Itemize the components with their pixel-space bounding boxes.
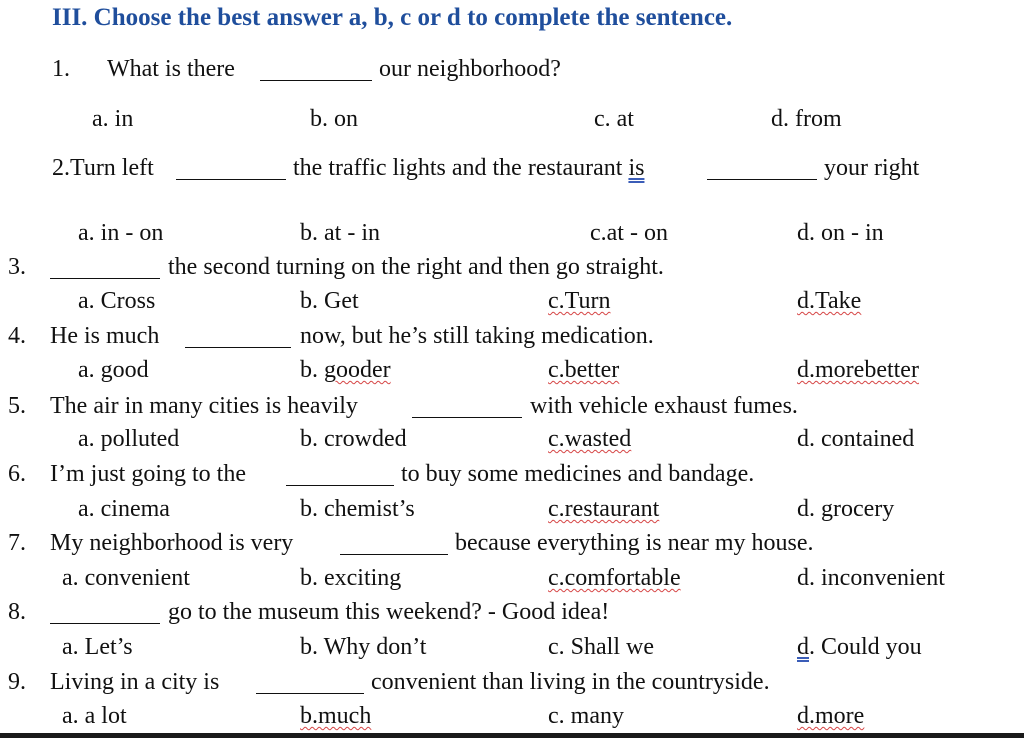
q9-option-a: a. a lot (62, 703, 127, 729)
q7-number: 7. (8, 530, 26, 556)
q5-blank (412, 417, 522, 418)
q4-option-a: a. good (78, 357, 149, 383)
q6-text-start: I’m just going to the (50, 461, 246, 487)
q2-text-start: 2.Turn left (52, 155, 154, 181)
q6-option-b: b. chemist’s (300, 496, 415, 522)
q2-option-a: a. in - on (78, 220, 164, 246)
section-title: III. Choose the best answer a, b, c or d to complete the sentence. (52, 4, 733, 31)
q4-number: 4. (8, 323, 26, 349)
q1-text-end: our neighborhood? (379, 56, 561, 82)
q2-blank-2 (707, 179, 817, 180)
q8-option-a: a. Let’s (62, 634, 133, 660)
q3-blank (50, 278, 160, 279)
q8-option-d: d. Could you (797, 634, 922, 660)
q1-blank (260, 80, 372, 81)
q5-option-d: d. contained (797, 426, 915, 452)
q5-number: 5. (8, 393, 26, 419)
q6-option-a: a. cinema (78, 496, 170, 522)
q7-option-c: c.comfortable (548, 565, 681, 591)
q8-option-b: b. Why don’t (300, 634, 427, 660)
q9-option-d: d.more (797, 703, 865, 729)
q9-text-start: Living in a city is (50, 669, 220, 695)
q2-option-b: b. at - in (300, 220, 380, 246)
q5-text-end: with vehicle exhaust fumes. (530, 393, 798, 419)
q7-option-d: d. inconvenient (797, 565, 945, 591)
q2-blank-1 (176, 179, 286, 180)
q4-text-end: now, but he’s still taking medication. (300, 323, 654, 349)
q9-option-b: b.much (300, 703, 372, 729)
q6-number: 6. (8, 461, 26, 487)
q9-number: 9. (8, 669, 26, 695)
q6-text-end: to buy some medicines and bandage. (401, 461, 755, 487)
q7-option-a: a. convenient (62, 565, 190, 591)
q3-number: 3. (8, 254, 26, 280)
q3-option-d: d.Take (797, 288, 862, 314)
q6-blank (286, 485, 394, 486)
q4-option-c: c.better (548, 357, 620, 383)
q5-text-start: The air in many cities is heavily (50, 393, 358, 419)
q8-option-c: c. Shall we (548, 634, 654, 660)
q9-blank (256, 693, 364, 694)
bottom-border (0, 733, 1024, 738)
q1-option-d: d. from (771, 106, 842, 132)
q6-option-d: d. grocery (797, 496, 895, 522)
q4-option-d: d.morebetter (797, 357, 919, 383)
q1-option-b: b. on (310, 106, 358, 132)
q7-option-b: b. exciting (300, 565, 402, 591)
q2-option-c: c.at - on (590, 220, 668, 246)
q5-option-a: a. polluted (78, 426, 180, 452)
q9-text-end: convenient than living in the countryside. (371, 669, 770, 695)
q3-option-c: c.Turn (548, 288, 611, 314)
q3-text: the second turning on the right and then go straight. (168, 254, 664, 280)
q4-blank (185, 347, 291, 348)
q2-underlined-word: is (628, 155, 645, 181)
q8-number: 8. (8, 599, 26, 625)
q2-option-d: d. on - in (797, 220, 884, 246)
q4-option-b: b. gooder (300, 357, 391, 383)
q7-text-start: My neighborhood is very (50, 530, 294, 556)
q4-option-b-word: gooder (324, 357, 391, 383)
q1-text-start: What is there (107, 56, 235, 82)
q1-option-a: a. in (92, 106, 134, 132)
q1-number: 1. (52, 56, 70, 82)
q4-text-start: He is much (50, 323, 160, 349)
q5-option-c: c.wasted (548, 426, 632, 452)
q8-option-d-letter: d (797, 634, 809, 660)
q3-option-a: a. Cross (78, 288, 156, 314)
q2-text-end: your right (824, 155, 920, 181)
q2-text-middle: the traffic lights and the restaurant is (293, 155, 645, 181)
q8-text: go to the museum this weekend? - Good idea! (168, 599, 610, 625)
q8-blank (50, 623, 160, 624)
q3-option-b: b. Get (300, 288, 359, 314)
q6-option-c: c.restaurant (548, 496, 660, 522)
q5-option-b: b. crowded (300, 426, 407, 452)
q7-text-end: because everything is near my house. (455, 530, 814, 556)
q7-blank (340, 554, 448, 555)
q1-option-c: c. at (594, 106, 634, 132)
q9-option-c: c. many (548, 703, 624, 729)
